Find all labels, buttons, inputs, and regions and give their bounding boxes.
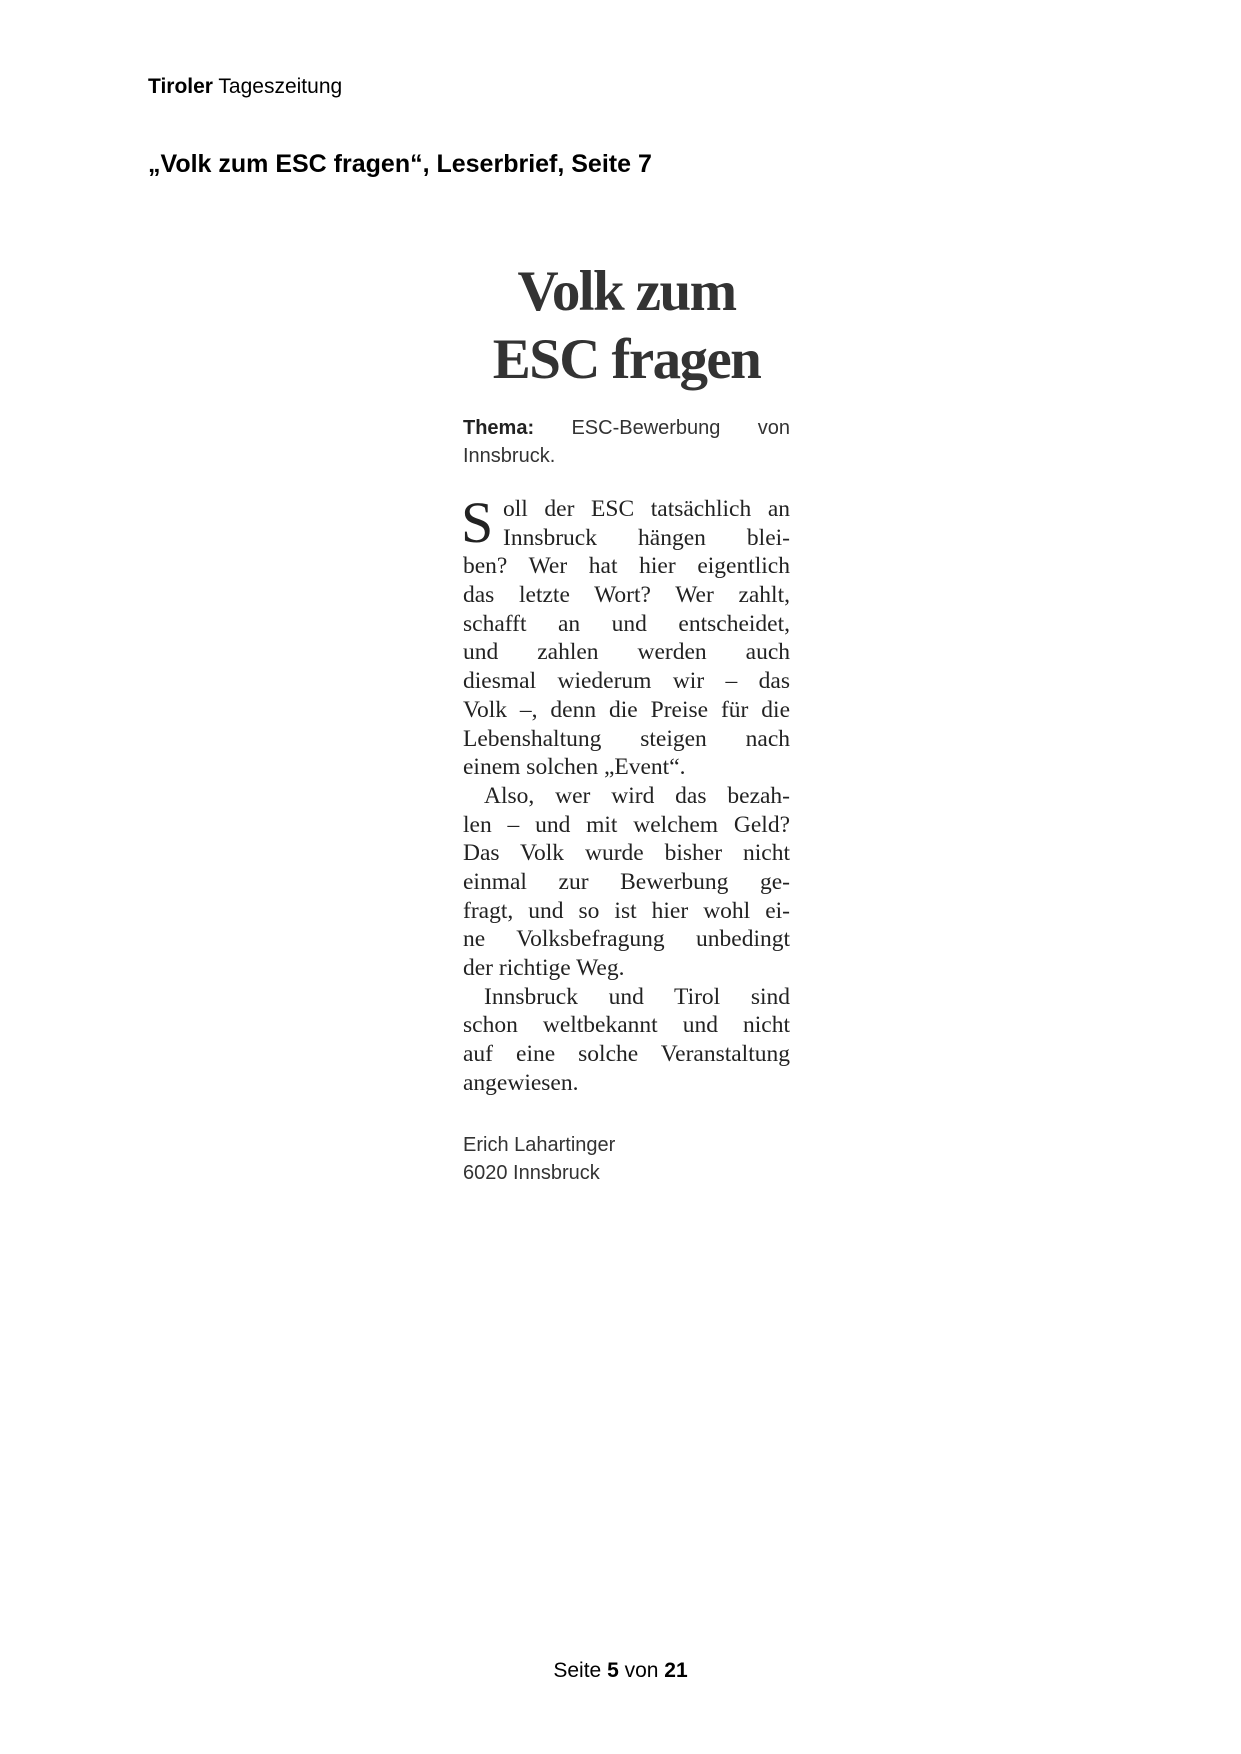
body-line: einmal zur Bewerbung ge-: [463, 868, 790, 895]
publication-name: [148, 74, 342, 100]
body-line: fragt, und so ist hier wohl ei-: [463, 897, 790, 924]
publication-name-bold: Tiroler: [148, 75, 213, 98]
body-line: Innsbruck und Tirol sind: [484, 983, 790, 1010]
topic-label: Thema:: [463, 417, 535, 439]
body-line: Volk –, denn die Preise für die: [463, 696, 790, 723]
author-name: Erich Lahartinger: [463, 1134, 616, 1157]
newspaper-clipping: [463, 258, 790, 1187]
body-line: auf eine solche Veranstaltung: [463, 1041, 790, 1068]
publication-name-rest: Tageszeitung: [212, 75, 343, 98]
author-place: 6020 Innsbruck: [463, 1162, 600, 1185]
headline-line-2: ESC fragen: [492, 328, 761, 391]
page-middle: von: [618, 1659, 665, 1682]
body-line: ben? Wer hat hier eigentlich: [463, 553, 790, 580]
page-number: [0, 1658, 1241, 1684]
body-line: ne Volksbefragung unbedingt: [463, 926, 790, 953]
author-signature: [463, 1131, 790, 1187]
body-line: und zahlen werden auch: [463, 639, 790, 666]
body-line: Innsbruck hängen blei-: [503, 524, 790, 551]
article-headline: [463, 258, 790, 394]
page-prefix: Seite: [553, 1659, 608, 1682]
topic-text: ESC-Bewerbung von Innsbruck.: [463, 417, 790, 467]
headline-line-1: Volk zum: [517, 260, 736, 323]
body-line: oll der ESC tatsächlich an: [503, 496, 790, 522]
document-title: „Volk zum ESC fragen“, Leserbrief, Seite 7: [148, 150, 652, 178]
body-line: schon weltbekannt und nicht: [463, 1012, 790, 1039]
body-line: das letzte Wort? Wer zahlt,: [463, 582, 790, 609]
body-line: Also, wer wird das bezah-: [484, 782, 790, 809]
total-pages: 21: [664, 1659, 688, 1682]
article-topic: [463, 414, 790, 470]
body-line: diesmal wiederum wir – das: [463, 668, 790, 695]
body-line: Das Volk wurde bisher nicht: [463, 840, 790, 867]
body-line: einem solchen „Event“.: [463, 754, 686, 781]
body-line: len – und mit welchem Geld?: [463, 811, 790, 838]
body-line: schafft an und entscheidet,: [463, 610, 790, 637]
dropcap-block: [461, 490, 790, 555]
current-page: 5: [607, 1659, 619, 1682]
article-body: [461, 490, 790, 1097]
body-line: Lebenshaltung steigen nach: [463, 725, 790, 752]
body-line: der richtige Weg.: [463, 955, 625, 981]
body-line: angewiesen.: [463, 1069, 579, 1096]
dropcap-letter: S: [461, 490, 494, 555]
